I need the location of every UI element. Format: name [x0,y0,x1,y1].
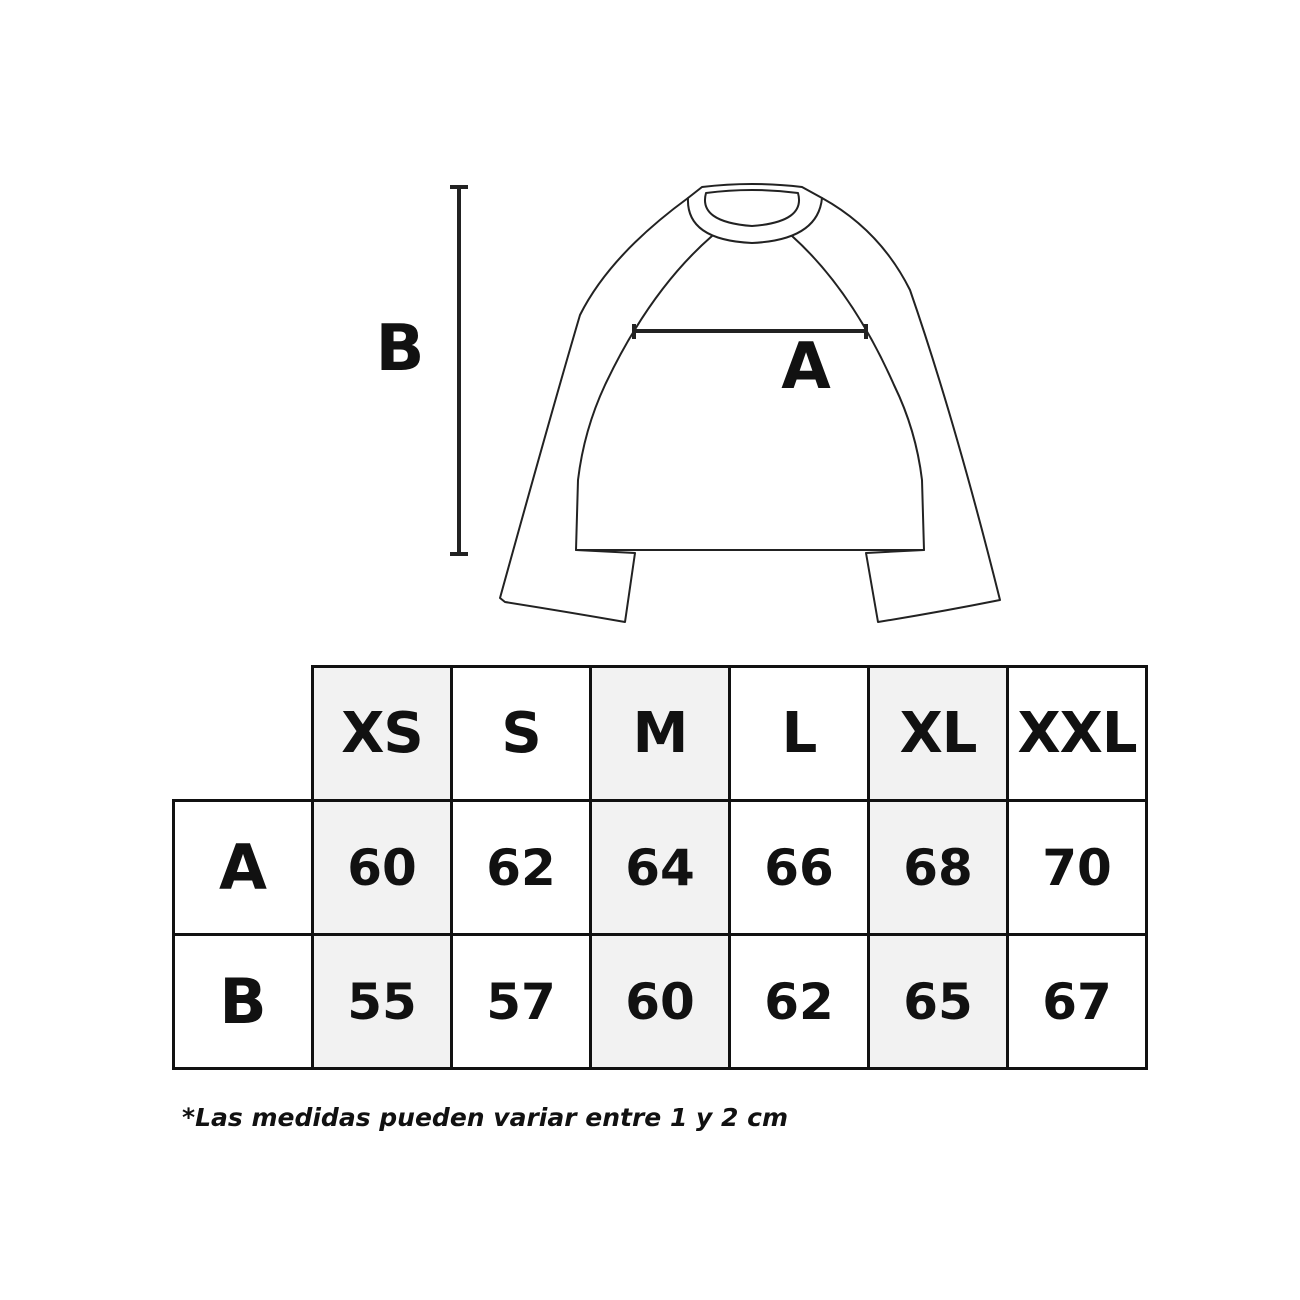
size-header-xl: XL [869,667,1008,801]
value-b-s: 57 [452,935,591,1069]
size-header-row [174,667,1147,801]
dimension-label-a: A [781,330,831,404]
dimension-b-line [450,187,468,554]
value-b-l: 62 [730,935,869,1069]
value-b-xxl: 67 [1008,935,1147,1069]
dimension-label-b: B [375,312,425,386]
value-b-xl: 65 [869,935,1008,1069]
size-header-m: M [591,667,730,801]
value-a-xl: 68 [869,801,1008,935]
size-header-s: S [452,667,591,801]
value-a-l: 66 [730,801,869,935]
empty-corner-cell [174,667,313,801]
right-sleeve [822,198,1000,622]
value-a-xs: 60 [313,801,452,935]
size-header-xs: XS [313,667,452,801]
value-a-s: 62 [452,801,591,935]
value-a-xxl: 70 [1008,801,1147,935]
row-label-a: A [174,801,313,935]
body-outline [576,236,924,550]
measurement-row-a [174,801,1147,935]
value-b-xs: 55 [313,935,452,1069]
collar-inner [705,190,799,226]
size-header-xxl: XXL [1008,667,1147,801]
row-label-b: B [174,935,313,1069]
value-b-m: 60 [591,935,730,1069]
size-header-l: L [730,667,869,801]
measurement-note: *Las medidas pueden variar entre 1 y 2 cm [182,1103,789,1132]
garment-diagram [0,0,1300,640]
size-chart-table [172,665,1148,1070]
dimension-a-line [634,324,866,339]
value-a-m: 64 [591,801,730,935]
sweatshirt-outline [500,184,1000,622]
measurement-row-b [174,935,1147,1069]
